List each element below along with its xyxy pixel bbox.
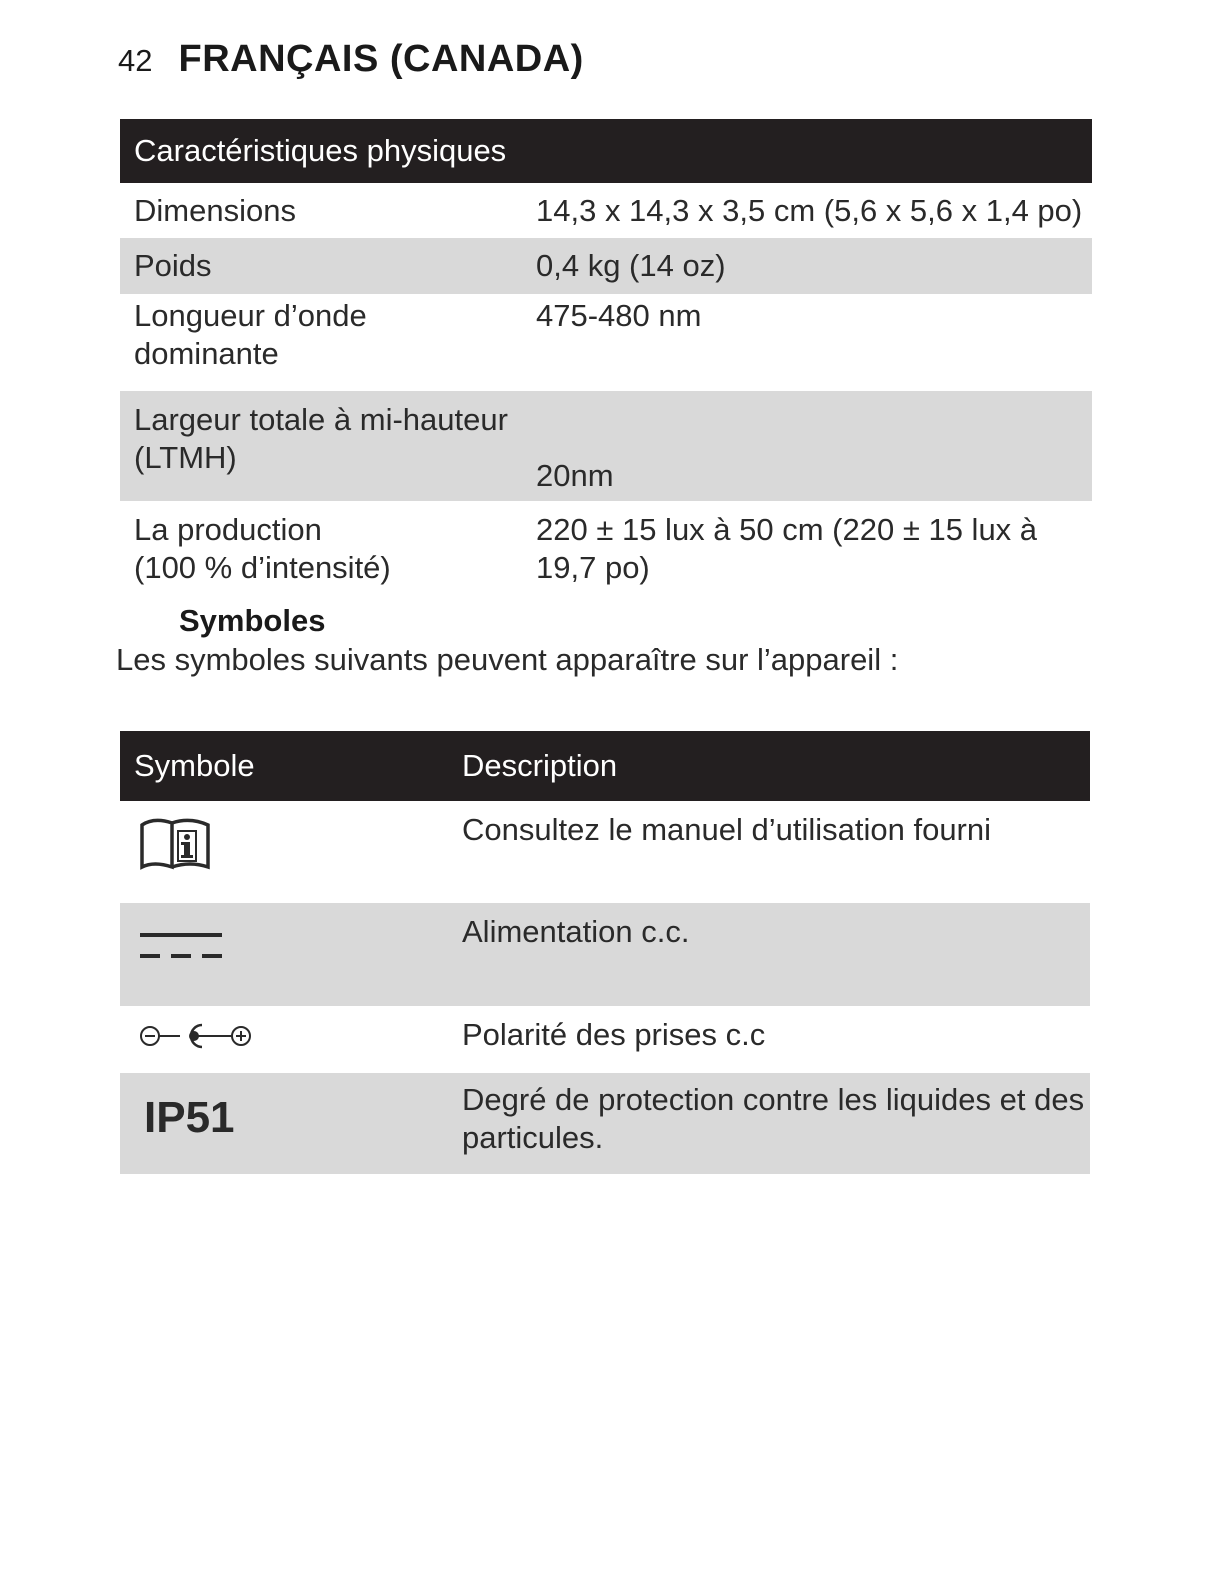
polarity-icon [134, 1016, 448, 1050]
table-header-row [120, 119, 1092, 183]
page-header [118, 38, 584, 84]
symbol-description: Polarité des prises c.c [462, 1017, 766, 1052]
table-row [120, 183, 1092, 238]
symbols-heading: Symboles [179, 603, 326, 638]
specs-heading: Caractéristiques physiques [120, 119, 1092, 183]
symbol-description-line: particules. [462, 1120, 604, 1155]
symbol-cell [120, 1073, 448, 1174]
spec-label: Dimensions [134, 192, 296, 228]
page-title: FRANÇAIS (CANADA) [178, 38, 584, 80]
spec-label-line: La production [134, 512, 322, 547]
spec-value [522, 501, 1092, 601]
spec-value: 475-480 nm [536, 298, 702, 333]
spec-value: 14,3 x 14,3 x 3,5 cm (5,6 x 5,6 x 1,4 po) [536, 192, 1083, 228]
physical-specs-table [120, 119, 1092, 601]
spec-label-line: Longueur d’onde [134, 298, 367, 333]
table-row [120, 903, 1090, 1006]
spec-value: 0,4 kg (14 oz) [536, 248, 726, 283]
spec-label: Poids [134, 248, 212, 283]
manual-info-icon [134, 811, 448, 873]
spec-label [120, 391, 522, 501]
table-header-row [120, 731, 1090, 801]
table-row [120, 801, 1090, 903]
spec-value-line: 19,7 po) [536, 550, 650, 585]
spec-label-line: (100 % d’intensité) [134, 550, 391, 585]
symbol-description [448, 1073, 1090, 1174]
symbols-intro: Les symboles suivants peuvent apparaître sur l’appareil : [116, 642, 899, 677]
symbol-cell [120, 801, 448, 903]
spec-label-line: (LTMH) [134, 440, 237, 475]
symbols-table [120, 731, 1090, 1174]
symbol-cell [120, 1006, 448, 1073]
spec-label [120, 294, 522, 391]
ip-rating-label: IP51 [144, 1093, 235, 1142]
symbol-description: Alimentation c.c. [462, 914, 690, 949]
table-row [120, 294, 1092, 391]
symbol-description: Consultez le manuel d’utilisation fourni [462, 812, 992, 847]
dc-power-icon [134, 913, 448, 963]
symbol-description-line: Degré de protection contre les liquides et des [462, 1082, 1085, 1117]
symbol-cell [120, 903, 448, 1006]
col-description-header: Description [448, 731, 1090, 801]
table-row [120, 1006, 1090, 1073]
spec-label [120, 501, 522, 601]
table-row [120, 1073, 1090, 1174]
spec-label-line: Largeur totale à mi-hauteur [134, 402, 508, 437]
spec-label-line: dominante [134, 336, 279, 371]
table-row [120, 238, 1092, 294]
spec-value-line: 220 ± 15 lux à 50 cm (220 ± 15 lux à [536, 512, 1038, 547]
page-number: 42 [118, 43, 153, 78]
col-symbol-header: Symbole [120, 731, 448, 801]
table-row [120, 391, 1092, 501]
spec-value: 20nm [536, 458, 614, 493]
table-row [120, 501, 1092, 601]
